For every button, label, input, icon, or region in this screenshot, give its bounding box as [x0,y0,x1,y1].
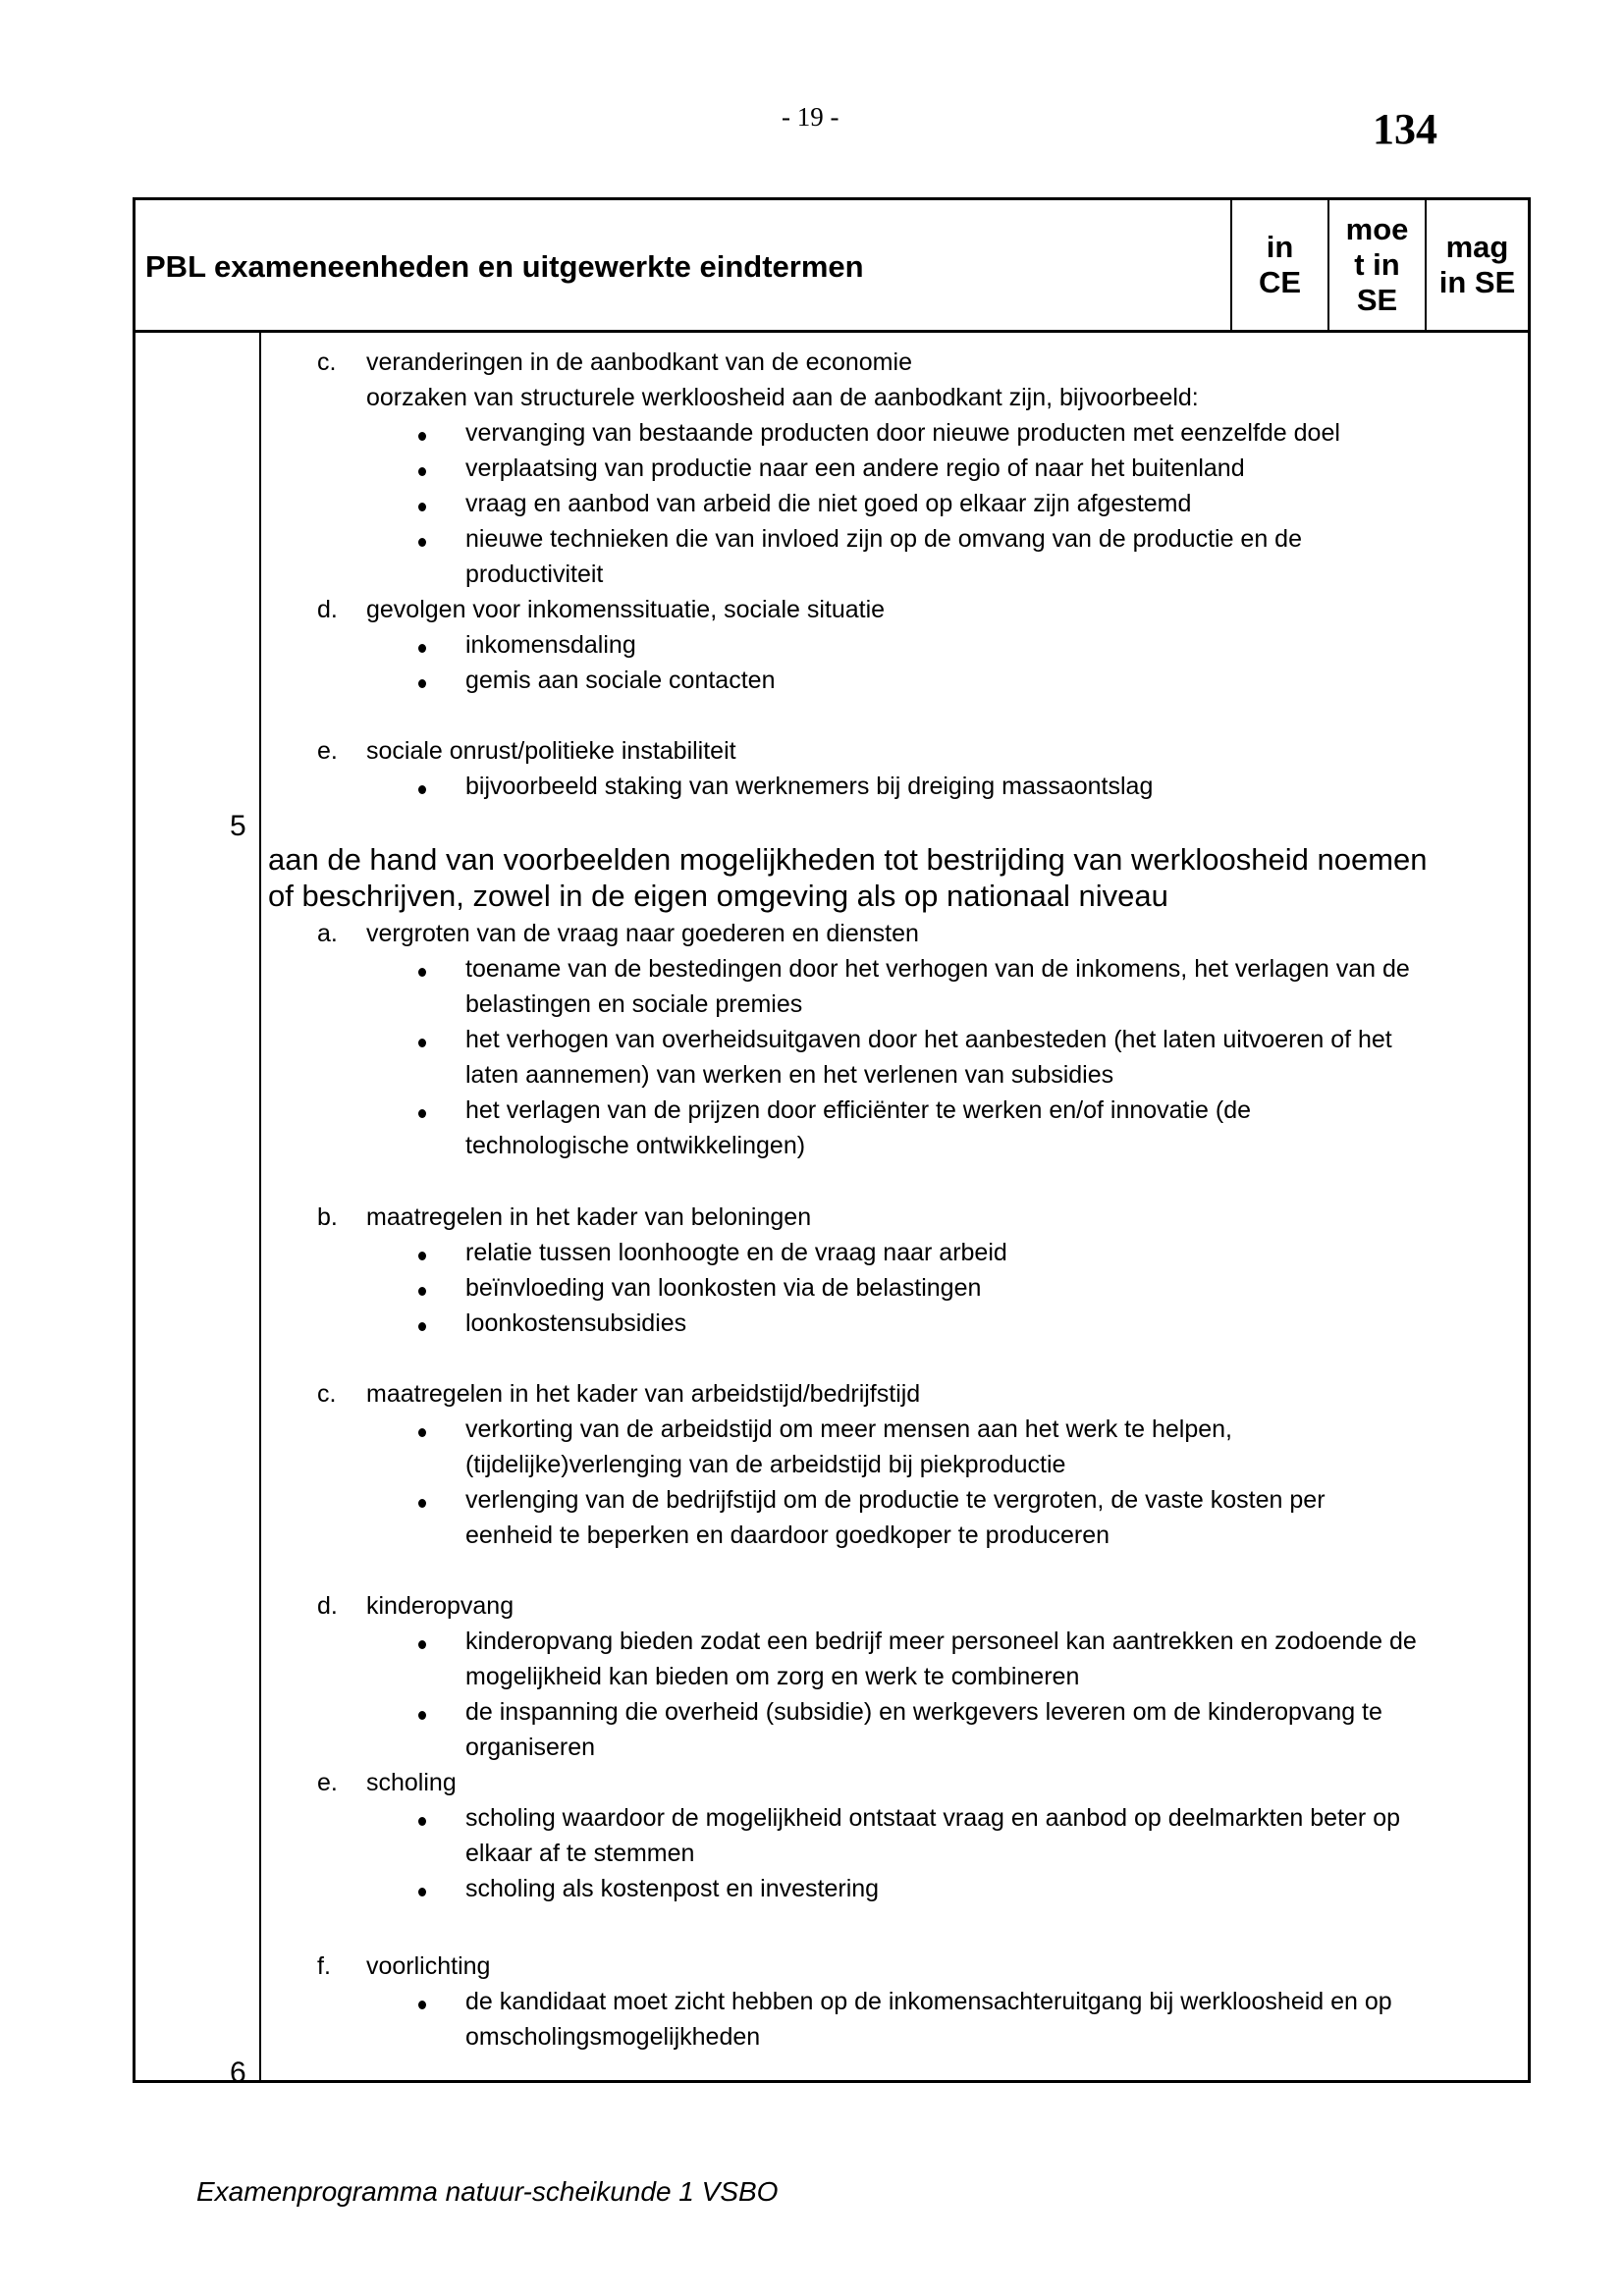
bullet-icon [418,1817,426,1826]
item-letter: d. [317,1592,338,1620]
bullet-text: (tijdelijke)verlenging van de arbeidstijd bij piekproductie [465,1451,1066,1478]
header-col-moet-line: SE [1356,283,1398,317]
left-column-divider [259,333,261,2080]
bullet-text: productiviteit [465,561,604,588]
bullet-icon [418,1039,426,1047]
item-letter: c. [317,1380,337,1408]
bullet-icon [418,785,426,794]
table-header-title: PBL exameneenheden en uitgewerkte eindtermen [145,249,864,284]
bullet-icon [418,1888,426,1896]
header-col-in-ce-line: in [1266,230,1294,264]
bullet-text: bijvoorbeeld staking van werknemers bij dreiging massaontslag [465,773,1154,800]
bullet-icon [418,1640,426,1649]
bullet-icon [418,2001,426,2009]
item-letter: b. [317,1203,338,1231]
bullet-icon [418,538,426,547]
bullet-text: vraag en aanbod van arbeid die niet goed op elkaar zijn afgestemd [465,490,1192,517]
bullet-text: elkaar af te stemmen [465,1840,695,1867]
page-label: - 19 - [782,102,839,132]
objective-heading-line: aan de hand van voorbeelden mogelijkheden tot bestrijding van werkloosheid noemen [268,842,1428,877]
bullet-text: verlenging van de bedrijfstijd om de productie te vergroten, de vaste kosten per [465,1486,1326,1514]
bullet-icon [418,1499,426,1508]
header-col-mag-line: in SE [1438,265,1516,299]
bullet-text: belastingen en sociale premies [465,990,803,1018]
bullet-text: scholing waardoor de mogelijkheid ontstaat vraag en aanbod op deelmarkten beter op [465,1804,1401,1832]
item-title: sociale onrust/politieke instabiliteit [366,737,736,765]
bullet-icon [418,1287,426,1296]
bullet-text: het verlagen van de prijzen door efficiënter te werken en/of innovatie (de [465,1096,1252,1124]
item-letter: f. [317,1952,331,1980]
bullet-text: het verhogen van overheidsuitgaven door het aanbesteden (het laten uitvoeren of het [465,1026,1392,1053]
item-title: kinderopvang [366,1592,514,1620]
item-title: maatregelen in het kader van beloningen [366,1203,812,1231]
header-col-mag-line: mag [1445,230,1509,264]
bullet-text: gemis aan sociale contacten [465,667,776,694]
item-letter: d. [317,596,338,623]
bullet-text: vervanging van bestaande producten door nieuwe producten met eenzelfde doel [465,419,1340,447]
item-title: veranderingen in de aanbodkant van de economie [366,348,912,376]
item-intro: oorzaken van structurele werkloosheid aan de aanbodkant zijn, bijvoorbeeld: [366,384,1199,411]
item-title: voorlichting [366,1952,491,1980]
bullet-icon [418,467,426,476]
bullet-text: eenheid te beperken en daardoor goedkoper te produceren [465,1522,1110,1549]
bullet-text: verplaatsing van productie naar een andere regio of naar het buitenland [465,454,1245,482]
item-letter: c. [317,348,337,376]
bullet-icon [418,644,426,653]
bullet-text: inkomensdaling [465,631,636,659]
bullet-icon [418,968,426,977]
header-col-in-ce [1230,200,1327,330]
bullet-text: loonkostensubsidies [465,1309,687,1337]
bullet-icon [418,1109,426,1118]
bullet-icon [418,503,426,511]
bullet-icon [418,1322,426,1331]
objective-heading-line: of beschrijven, zowel in de eigen omgeving als op nationaal niveau [268,879,1168,913]
bullet-text: de inspanning die overheid (subsidie) en werkgevers leveren om de kinderopvang te [465,1698,1382,1726]
bullet-text: relatie tussen loonhoogte en de vraag naar arbeid [465,1239,1007,1266]
item-title: scholing [366,1769,457,1796]
item-title: vergroten van de vraag naar goederen en diensten [366,920,919,947]
bullet-text: omscholingsmogelijkheden [465,2023,761,2051]
bullet-icon [418,432,426,441]
bullet-text: mogelijkheid kan bieden om zorg en werk te combineren [465,1663,1080,1690]
bullet-text: de kandidaat moet zicht hebben op de inkomensachteruitgang bij werkloosheid en op [465,1988,1392,2015]
bullet-text: nieuwe technieken die van invloed zijn op de omvang van de productie en de [465,525,1302,553]
item-title: gevolgen voor inkomenssituatie, sociale situatie [366,596,886,623]
bullet-text: technologische ontwikkelingen) [465,1132,806,1159]
header-col-moet-line: moe [1345,212,1409,246]
bullet-icon [418,1252,426,1260]
header-col-moet-in-se [1327,200,1425,330]
bullet-icon [418,1711,426,1720]
row-number-5: 5 [230,810,246,842]
item-letter: e. [317,1769,338,1796]
table-header [135,200,1528,333]
bullet-text: scholing als kostenpost en investering [465,1875,880,1902]
bullet-icon [418,1428,426,1437]
bullet-text: kinderopvang bieden zodat een bedrijf meer personeel kan aantrekken en zodoende de [465,1628,1417,1655]
bullet-text: beïnvloeding van loonkosten via de belastingen [465,1274,982,1302]
page-footer: Examenprogramma natuur-scheikunde 1 VSBO [196,2176,779,2207]
item-letter: a. [317,920,338,947]
header-col-mag-in-se [1425,200,1528,330]
bullet-text: laten aannemen) van werken en het verlenen van subsidies [465,1061,1114,1089]
row-number-6: 6 [230,2056,246,2089]
bullet-text: verkorting van de arbeidstijd om meer mensen aan het werk te helpen, [465,1415,1232,1443]
header-col-moet-line: t in [1354,247,1400,282]
item-title: maatregelen in het kader van arbeidstijd/bedrijfstijd [366,1380,921,1408]
item-letter: e. [317,737,338,765]
bullet-text: organiseren [465,1734,596,1761]
bullet-text: toename van de bestedingen door het verhogen van de inkomens, het verlagen van de [465,955,1410,983]
page-number: 134 [1373,105,1437,153]
header-col-in-ce-line: CE [1258,265,1302,299]
bullet-icon [418,679,426,688]
